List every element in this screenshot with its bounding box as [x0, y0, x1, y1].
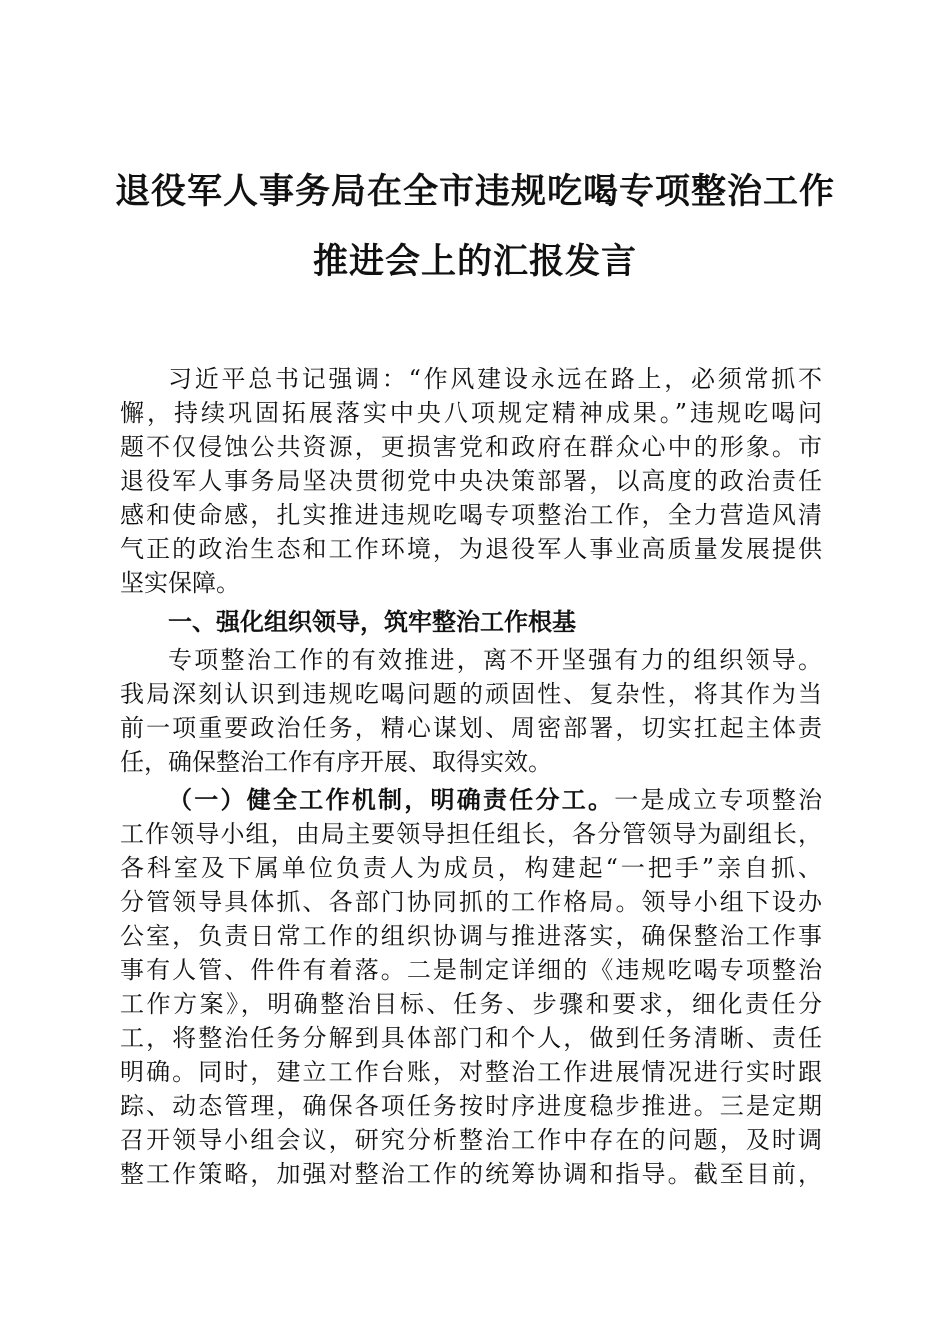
paragraph-1-line: 退役军人事务局坚决贯彻党中央决策部署，以高度的政治责任	[120, 467, 822, 495]
paragraph-3-line: 工作方案》，明确整治目标、任务、步骤和要求，细化责任分	[120, 990, 822, 1018]
paragraph-3-line: 工作领导小组，由局主要领导担任组长，各分管领导为副组长，	[120, 820, 822, 848]
paragraph-3-line: 整工作策略，加强对整治工作的统筹协调和指导。截至目前，	[120, 1160, 822, 1188]
paragraph-3-line: 踪、动态管理，确保各项任务按时序进度稳步推进。三是定期	[120, 1092, 822, 1120]
paragraph-2-line: 任，确保整治工作有序开展、取得实效。	[120, 748, 552, 776]
paragraph-3-first-line-rest: 一是成立专项整治	[614, 786, 822, 814]
paragraph-1-line: 习近平总书记强调：“作风建设永远在路上，必须常抓不	[168, 365, 822, 393]
document-title-line-1: 退役军人事务局在全市违规吃喝专项整治工作	[114, 171, 835, 212]
paragraph-3-line: 事有人管、件件有着落。二是制定详细的《违规吃喝专项整治	[120, 956, 822, 984]
paragraph-3-line: 分管领导具体抓、各部门协同抓的工作格局。领导小组下设办	[120, 888, 822, 916]
section-heading-1: 一、强化组织领导，筑牢整治工作根基	[168, 608, 576, 636]
paragraph-3-line: 明确。同时，建立工作台账，对整治工作进展情况进行实时跟	[120, 1058, 822, 1086]
paragraph-1-line: 懈，持续巩固拓展落实中央八项规定精神成果。”违规吃喝问	[120, 399, 822, 427]
paragraph-3-line: 召开领导小组会议，研究分析整治工作中存在的问题，及时调	[120, 1126, 822, 1154]
subheading-1: （一）健全工作机制，明确责任分工。	[168, 786, 615, 814]
paragraph-2-line: 专项整治工作的有效推进，离不开坚强有力的组织领导。	[168, 646, 822, 674]
paragraph-3-line: 公室，负责日常工作的组织协调与推进落实，确保整治工作事	[120, 922, 822, 950]
paragraph-1-line: 气正的政治生态和工作环境，为退役军人事业高质量发展提供	[120, 535, 822, 563]
paragraph-1-line: 感和使命感，扎实推进违规吃喝专项整治工作，全力营造风清	[120, 501, 822, 529]
paragraph-3-first-line	[168, 783, 822, 817]
paragraph-3-line: 各科室及下属单位负责人为成员，构建起“一把手”亲自抓、	[120, 854, 822, 882]
document-title-line-2: 推进会上的汇报发言	[312, 241, 637, 282]
paragraph-2-line: 我局深刻认识到违规吃喝问题的顽固性、复杂性，将其作为当	[120, 680, 822, 708]
paragraph-1-line: 坚实保障。	[120, 569, 240, 597]
paragraph-1-line: 题不仅侵蚀公共资源，更损害党和政府在群众心中的形象。市	[120, 433, 822, 461]
paragraph-2-line: 前一项重要政治任务，精心谋划、周密部署，切实扛起主体责	[120, 714, 822, 742]
paragraph-3-line: 工，将整治任务分解到具体部门和个人，做到任务清晰、责任	[120, 1024, 822, 1052]
